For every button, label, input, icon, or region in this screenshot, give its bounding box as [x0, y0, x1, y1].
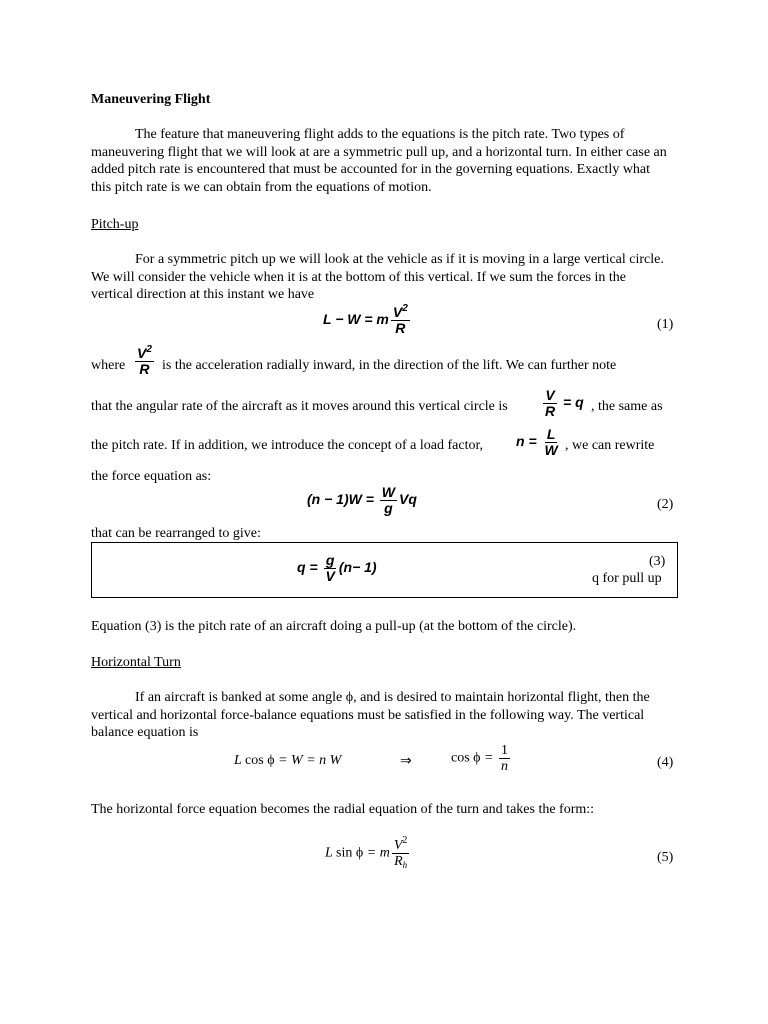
where-tail: is the acceleration radially inward, in the direction of the lift. We can further note	[162, 358, 617, 373]
equation-3-number: (3)	[649, 554, 666, 569]
equation-5: L sin ϕ = m $\frac{V^2}{R_h}$	[325, 835, 408, 870]
equation-4-right: cos ϕ = $\frac{1}{n}$	[451, 743, 508, 774]
implies-arrow: ⇒	[400, 754, 412, 769]
pitchup-heading: Pitch-up	[91, 217, 139, 232]
equation-2: (n − 1)W = $\frac{W}{g}$ Vq	[307, 484, 417, 516]
load-factor-equation: n = $\frac{L}{W}$	[516, 426, 558, 458]
equation-4-left: L cos ϕ = W = n W	[234, 753, 342, 768]
equation-1: L − W = m $\frac{V^2}{R}$	[323, 303, 408, 336]
force-equation-text: the force equation as:	[91, 469, 212, 484]
turn-heading: Horizontal Turn	[91, 655, 181, 670]
load-factor-lead: the pitch rate. If in addition, we introduce the concept of a load factor,	[91, 438, 484, 453]
equation-4-number: (4)	[657, 755, 674, 770]
equation-3-caption: q for pull up	[592, 571, 662, 586]
angular-rate-lead: that the angular rate of the aircraft as it moves around this vertical circle is	[91, 399, 508, 414]
pullup-summary: Equation (3) is the pitch rate of an aircraft doing a pull-up (at the bottom of the circle).	[91, 619, 577, 634]
turn-paragraph-tail: , and is desired to maintain horizontal flight, then the vertical and horizontal force-balance equations must be satisfied in the following way. The vertical balance equation is	[91, 690, 650, 740]
load-factor-tail: , we can rewrite	[565, 438, 655, 453]
page-title: Maneuvering Flight	[91, 92, 211, 107]
angular-rate-tail: , the same as	[591, 399, 663, 414]
equation-3: q = $\frac{g}{V}$ (n− 1)	[297, 552, 377, 584]
where-lead: where	[91, 358, 126, 373]
rearranged-text: that can be rearranged to give:	[91, 526, 261, 541]
turn-paragraph	[91, 689, 671, 742]
turn-paragraph-lead: If an aircraft is banked at some angle	[135, 690, 343, 705]
phi-symbol: ϕ	[345, 690, 354, 705]
angular-rate-equation: $\frac{V}{R}$ = q	[545, 387, 584, 419]
equation-5-number: (5)	[657, 850, 674, 865]
horizontal-equation-text: The horizontal force equation becomes the radial equation of the turn and takes the form::	[91, 802, 595, 817]
equation-2-number: (2)	[657, 497, 674, 512]
equation-1-number: (1)	[657, 317, 674, 332]
intro-paragraph: The feature that maneuvering flight adds to the equations is the pitch rate. Two types of maneuvering flight that we will look at are a symmetric pull up, and a horizontal turn. In either case an added pitch rate is encountered that must be accounted for in the governing equations. Exactly what this pitch rate is we can obtain from the equations of motion.	[91, 127, 667, 195]
accel-fraction: $\frac{V^2}{R}$	[137, 344, 152, 377]
equation-3-box	[91, 542, 678, 598]
pitchup-paragraph: For a symmetric pitch up we will look at the vehicle as if it is moving in a large vertical circle. We will consider the vehicle when it is at the bottom of this vertical. If we sum the forces in the vertical direction at this instant we have	[91, 252, 664, 302]
